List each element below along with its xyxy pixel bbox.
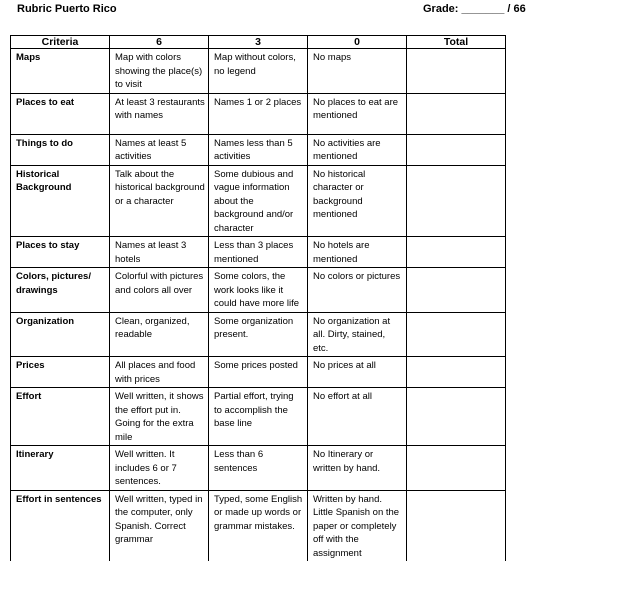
criteria-cell: Historical Background <box>11 165 110 237</box>
header-criteria: Criteria <box>11 36 110 49</box>
criteria-cell: Colors, pictures/ drawings <box>11 268 110 313</box>
score-3-cell: Some organization present. <box>209 312 308 357</box>
score-6-cell: Clean, organized, readable <box>110 312 209 357</box>
score-0-cell: No organization at all. Dirty, stained, etc. <box>308 312 407 357</box>
score-3-cell: Names 1 or 2 places <box>209 93 308 134</box>
header-row <box>11 36 506 49</box>
document-title: Rubric Puerto Rico <box>17 3 117 15</box>
header-total: Total <box>407 36 506 49</box>
score-3-cell: Partial effort, trying to accomplish the base line <box>209 388 308 446</box>
table-row <box>11 93 506 134</box>
criteria-cell: Effort <box>11 388 110 446</box>
score-6-cell: At least 3 restaurants with names <box>110 93 209 134</box>
table-row <box>11 490 506 561</box>
total-cell <box>407 134 506 165</box>
score-6-cell: Colorful with pictures and colors all over <box>110 268 209 313</box>
table-row <box>11 237 506 268</box>
criteria-cell: Itinerary <box>11 446 110 491</box>
score-6-cell: Well written. It includes 6 or 7 sentences. <box>110 446 209 491</box>
score-0-cell: No hotels are mentioned <box>308 237 407 268</box>
score-6-cell: Well written, it shows the effort put in. Going for the extra mile <box>110 388 209 446</box>
score-6-cell: Well written, typed in the computer, only Spanish. Correct grammar <box>110 490 209 561</box>
criteria-cell: Organization <box>11 312 110 357</box>
total-cell <box>407 93 506 134</box>
criteria-cell: Places to eat <box>11 93 110 134</box>
score-3-cell: Less than 6 sentences <box>209 446 308 491</box>
table-row <box>11 165 506 237</box>
criteria-cell: Effort in sentences <box>11 490 110 561</box>
total-cell <box>407 357 506 388</box>
table-row <box>11 312 506 357</box>
total-cell <box>407 446 506 491</box>
table-row <box>11 134 506 165</box>
total-cell <box>407 165 506 237</box>
table-row <box>11 49 506 94</box>
total-cell <box>407 490 506 561</box>
grade-line: Grade: _______ / 66 <box>423 3 526 15</box>
table-row <box>11 357 506 388</box>
total-cell <box>407 268 506 313</box>
score-3-cell: Less than 3 places mentioned <box>209 237 308 268</box>
score-6-cell: Talk about the historical background or a character <box>110 165 209 237</box>
rubric-table <box>10 35 506 561</box>
criteria-cell: Prices <box>11 357 110 388</box>
score-3-cell: Map without colors, no legend <box>209 49 308 94</box>
score-3-cell: Typed, some English or made up words or grammar mistakes. <box>209 490 308 561</box>
table-row <box>11 446 506 491</box>
score-0-cell: No historical character or background mentioned <box>308 165 407 237</box>
score-0-cell: No prices at all <box>308 357 407 388</box>
score-0-cell: No maps <box>308 49 407 94</box>
score-6-cell: Names at least 5 activities <box>110 134 209 165</box>
table-row <box>11 268 506 313</box>
total-cell <box>407 312 506 357</box>
total-cell <box>407 388 506 446</box>
criteria-cell: Places to stay <box>11 237 110 268</box>
score-3-cell: Some prices posted <box>209 357 308 388</box>
score-3-cell: Some colors, the work looks like it could have more life <box>209 268 308 313</box>
score-3-cell: Names less than 5 activities <box>209 134 308 165</box>
criteria-cell: Things to do <box>11 134 110 165</box>
criteria-cell: Maps <box>11 49 110 94</box>
header-score-3: 3 <box>209 36 308 49</box>
score-0-cell: No places to eat are mentioned <box>308 93 407 134</box>
score-0-cell: No activities are mentioned <box>308 134 407 165</box>
table-row <box>11 388 506 446</box>
score-3-cell: Some dubious and vague information about the background and/or character <box>209 165 308 237</box>
header-score-0: 0 <box>308 36 407 49</box>
score-0-cell: No colors or pictures <box>308 268 407 313</box>
score-6-cell: All places and food with prices <box>110 357 209 388</box>
score-0-cell: No Itinerary or written by hand. <box>308 446 407 491</box>
score-0-cell: Written by hand. Little Spanish on the paper or completely off with the assignment <box>308 490 407 561</box>
score-6-cell: Names at least 3 hotels <box>110 237 209 268</box>
total-cell <box>407 49 506 94</box>
header-score-6: 6 <box>110 36 209 49</box>
score-6-cell: Map with colors showing the place(s) to visit <box>110 49 209 94</box>
total-cell <box>407 237 506 268</box>
score-0-cell: No effort at all <box>308 388 407 446</box>
